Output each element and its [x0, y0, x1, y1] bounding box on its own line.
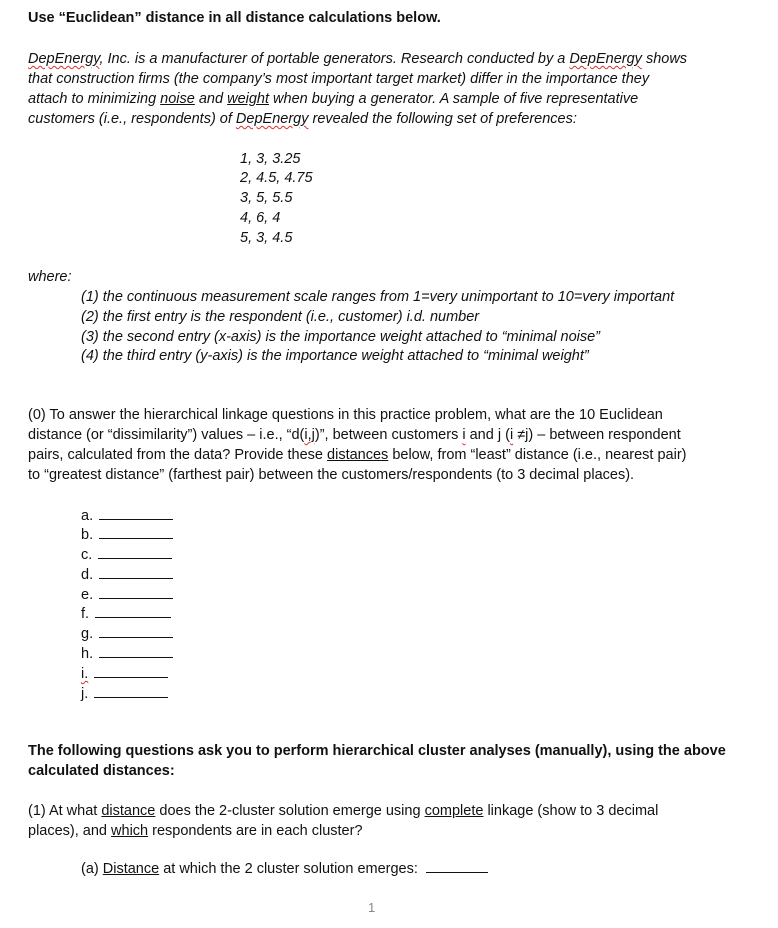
q0-line-4: to “greatest distance” (farthest pair) between the customers/respondents (to 3 decimal places).: [28, 467, 635, 483]
section-intro-line-2: calculated distances:: [28, 763, 175, 779]
data-row: 5, 3, 4.5: [240, 230, 293, 246]
company-name: DepEnergy: [235, 111, 309, 127]
answer-row-e: e.: [81, 585, 173, 605]
answer-blank[interactable]: [94, 685, 168, 698]
answer-blank[interactable]: [95, 605, 171, 618]
answer-blank[interactable]: [99, 526, 173, 539]
page-heading: Use “Euclidean” distance in all distance calculations below.: [28, 10, 441, 26]
data-row: 4, 6, 4: [240, 210, 281, 226]
page-number: 1: [368, 900, 376, 915]
answer-blank[interactable]: [98, 546, 172, 559]
answer-row-g: g.: [81, 624, 173, 644]
answer-blank[interactable]: [99, 625, 173, 638]
note-item: (3) the second entry (x-axis) is the importance weight attached to “minimal noise”: [81, 329, 600, 345]
q1-line-1: (1) At what distance does the 2-cluster solution emerge using complete linkage (show to 3 decimal: [28, 803, 659, 819]
company-name: DepEnergy: [28, 51, 100, 67]
answer-row-f: f.: [81, 604, 171, 624]
q0-line-1: (0) To answer the hierarchical linkage questions in this practice problem, what are the 10 Euclidean: [28, 407, 663, 423]
answer-row-i: i.: [81, 664, 168, 684]
data-row: 3, 5, 5.5: [240, 190, 293, 206]
q0-line-2: distance (or “dissimilarity”) values – i.e., “d(i,j)”, between customers i and j (i ≠j) – between respondent: [28, 427, 681, 443]
note-item: (4) the third entry (y-axis) is the importance weight attached to “minimal weight”: [81, 348, 589, 364]
company-name: DepEnergy: [569, 51, 642, 67]
answer-row-b: b.: [81, 525, 173, 545]
answer-row-a: a.: [81, 506, 173, 526]
answer-row-c: c.: [81, 545, 172, 565]
q1a-line: (a) Distance at which the 2 cluster solution emerges:: [81, 859, 488, 879]
answer-blank[interactable]: [426, 860, 488, 873]
q1-line-2: places), and which respondents are in each cluster?: [28, 823, 363, 839]
answer-blank[interactable]: [99, 507, 173, 520]
answer-blank[interactable]: [99, 645, 173, 658]
answer-row-d: d.: [81, 565, 173, 585]
q0-line-3: pairs, calculated from the data? Provide these distances below, from “least” distance (i.e., nearest pair): [28, 447, 687, 463]
answer-row-h: h.: [81, 644, 173, 664]
answer-blank[interactable]: [99, 586, 173, 599]
data-row: 2, 4.5, 4.75: [240, 170, 313, 186]
note-item: (1) the continuous measurement scale ranges from 1=very unimportant to 10=very important: [81, 289, 675, 305]
intro-line-4: customers (i.e., respondents) of DepEnergy revealed the following set of preferences:: [28, 111, 577, 127]
data-row: 1, 3, 3.25: [240, 151, 301, 167]
intro-line-1: DepEnergy, Inc. is a manufacturer of portable generators. Research conducted by a DepEnergy shows: [28, 51, 688, 67]
note-item: (2) the first entry is the respondent (i.e., customer) i.d. number: [81, 309, 480, 325]
where-label: where:: [28, 269, 72, 285]
section-intro-line-1: The following questions ask you to perform hierarchical cluster analyses (manually), using the above: [28, 743, 726, 759]
intro-line-3: attach to minimizing noise and weight when buying a generator. A sample of five representative: [28, 91, 639, 107]
intro-line-2: that construction firms (the company’s most important target market) differ in the importance they: [28, 71, 650, 87]
answer-blank[interactable]: [94, 665, 168, 678]
answer-row-j: j.: [81, 684, 168, 704]
answer-blank[interactable]: [99, 566, 173, 579]
